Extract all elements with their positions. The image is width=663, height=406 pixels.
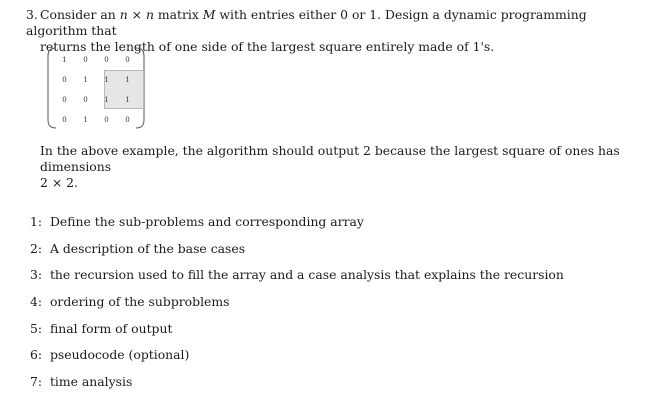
- matrix-cell: 0: [83, 96, 88, 104]
- matrix-cell: 0: [104, 116, 109, 124]
- matrix-cell: 0: [62, 96, 67, 104]
- list-item-number: 6:: [30, 347, 43, 363]
- list-item: [30, 320, 650, 347]
- list-item: [30, 266, 650, 293]
- list-item-text: time analysis: [49, 374, 133, 390]
- example-matrix: [46, 46, 146, 130]
- problem-line-2: returns the length of one side of the largest square entirely made of 1's.: [40, 39, 495, 54]
- math-times: ×: [127, 7, 146, 22]
- list-item-text: A description of the base cases: [49, 240, 246, 256]
- matrix-cell: 0: [83, 56, 88, 64]
- example-line-1: In the above example, the algorithm should output 2 because the largest square of ones has dimensions: [40, 143, 620, 174]
- list-item-text: ordering of the subproblems: [49, 294, 230, 310]
- list-item-text: final form of output: [49, 320, 173, 336]
- matrix-cell: 1: [104, 96, 109, 104]
- matrix-cell: 1: [125, 96, 130, 104]
- list-item: [30, 240, 650, 267]
- math-M: M: [202, 7, 216, 22]
- matrix-cell: 1: [83, 76, 88, 84]
- list-item: [30, 213, 650, 240]
- matrix-cell: 0: [62, 76, 67, 84]
- matrix-cell: 1: [104, 76, 109, 84]
- list-item: [30, 373, 650, 400]
- list-item-number: 7:: [30, 374, 43, 390]
- list-item-number: 4:: [30, 294, 43, 310]
- matrix-grid: [54, 50, 138, 130]
- matrix-cell: 1: [125, 76, 130, 84]
- list-item: [30, 346, 650, 373]
- problem-text: matrix: [153, 7, 203, 22]
- requirements-list: [30, 213, 650, 400]
- list-item-number: 1:: [30, 214, 43, 229]
- matrix-cell: 1: [62, 56, 67, 64]
- problem-text: with entries either 0 or 1. Design a dynamic programming algorithm that: [26, 7, 587, 38]
- example-line-2: 2 × 2.: [40, 175, 78, 190]
- list-item-text: Define the sub-problems and corresponding array: [49, 214, 364, 229]
- example-explanation: [40, 143, 640, 191]
- list-item: [30, 293, 650, 320]
- matrix-cell: 0: [104, 56, 109, 64]
- matrix-cell: 1: [83, 116, 88, 124]
- list-item-text: pseudocode (optional): [49, 347, 190, 363]
- problem-number: 3.: [26, 7, 38, 22]
- matrix-cell: 0: [125, 116, 130, 124]
- problem-text: Consider an: [40, 7, 120, 22]
- math-n: n: [145, 7, 154, 22]
- problem-line-1: [26, 7, 646, 39]
- list-item-number: 5:: [30, 320, 43, 336]
- matrix-cell: 0: [62, 116, 67, 124]
- list-item-number: 3:: [30, 267, 43, 283]
- matrix-cell: 0: [125, 56, 130, 64]
- math-n: n: [119, 7, 128, 22]
- list-item-text: the recursion used to fill the array and a case analysis that explains the recursion: [49, 267, 564, 283]
- list-item-number: 2:: [30, 240, 43, 256]
